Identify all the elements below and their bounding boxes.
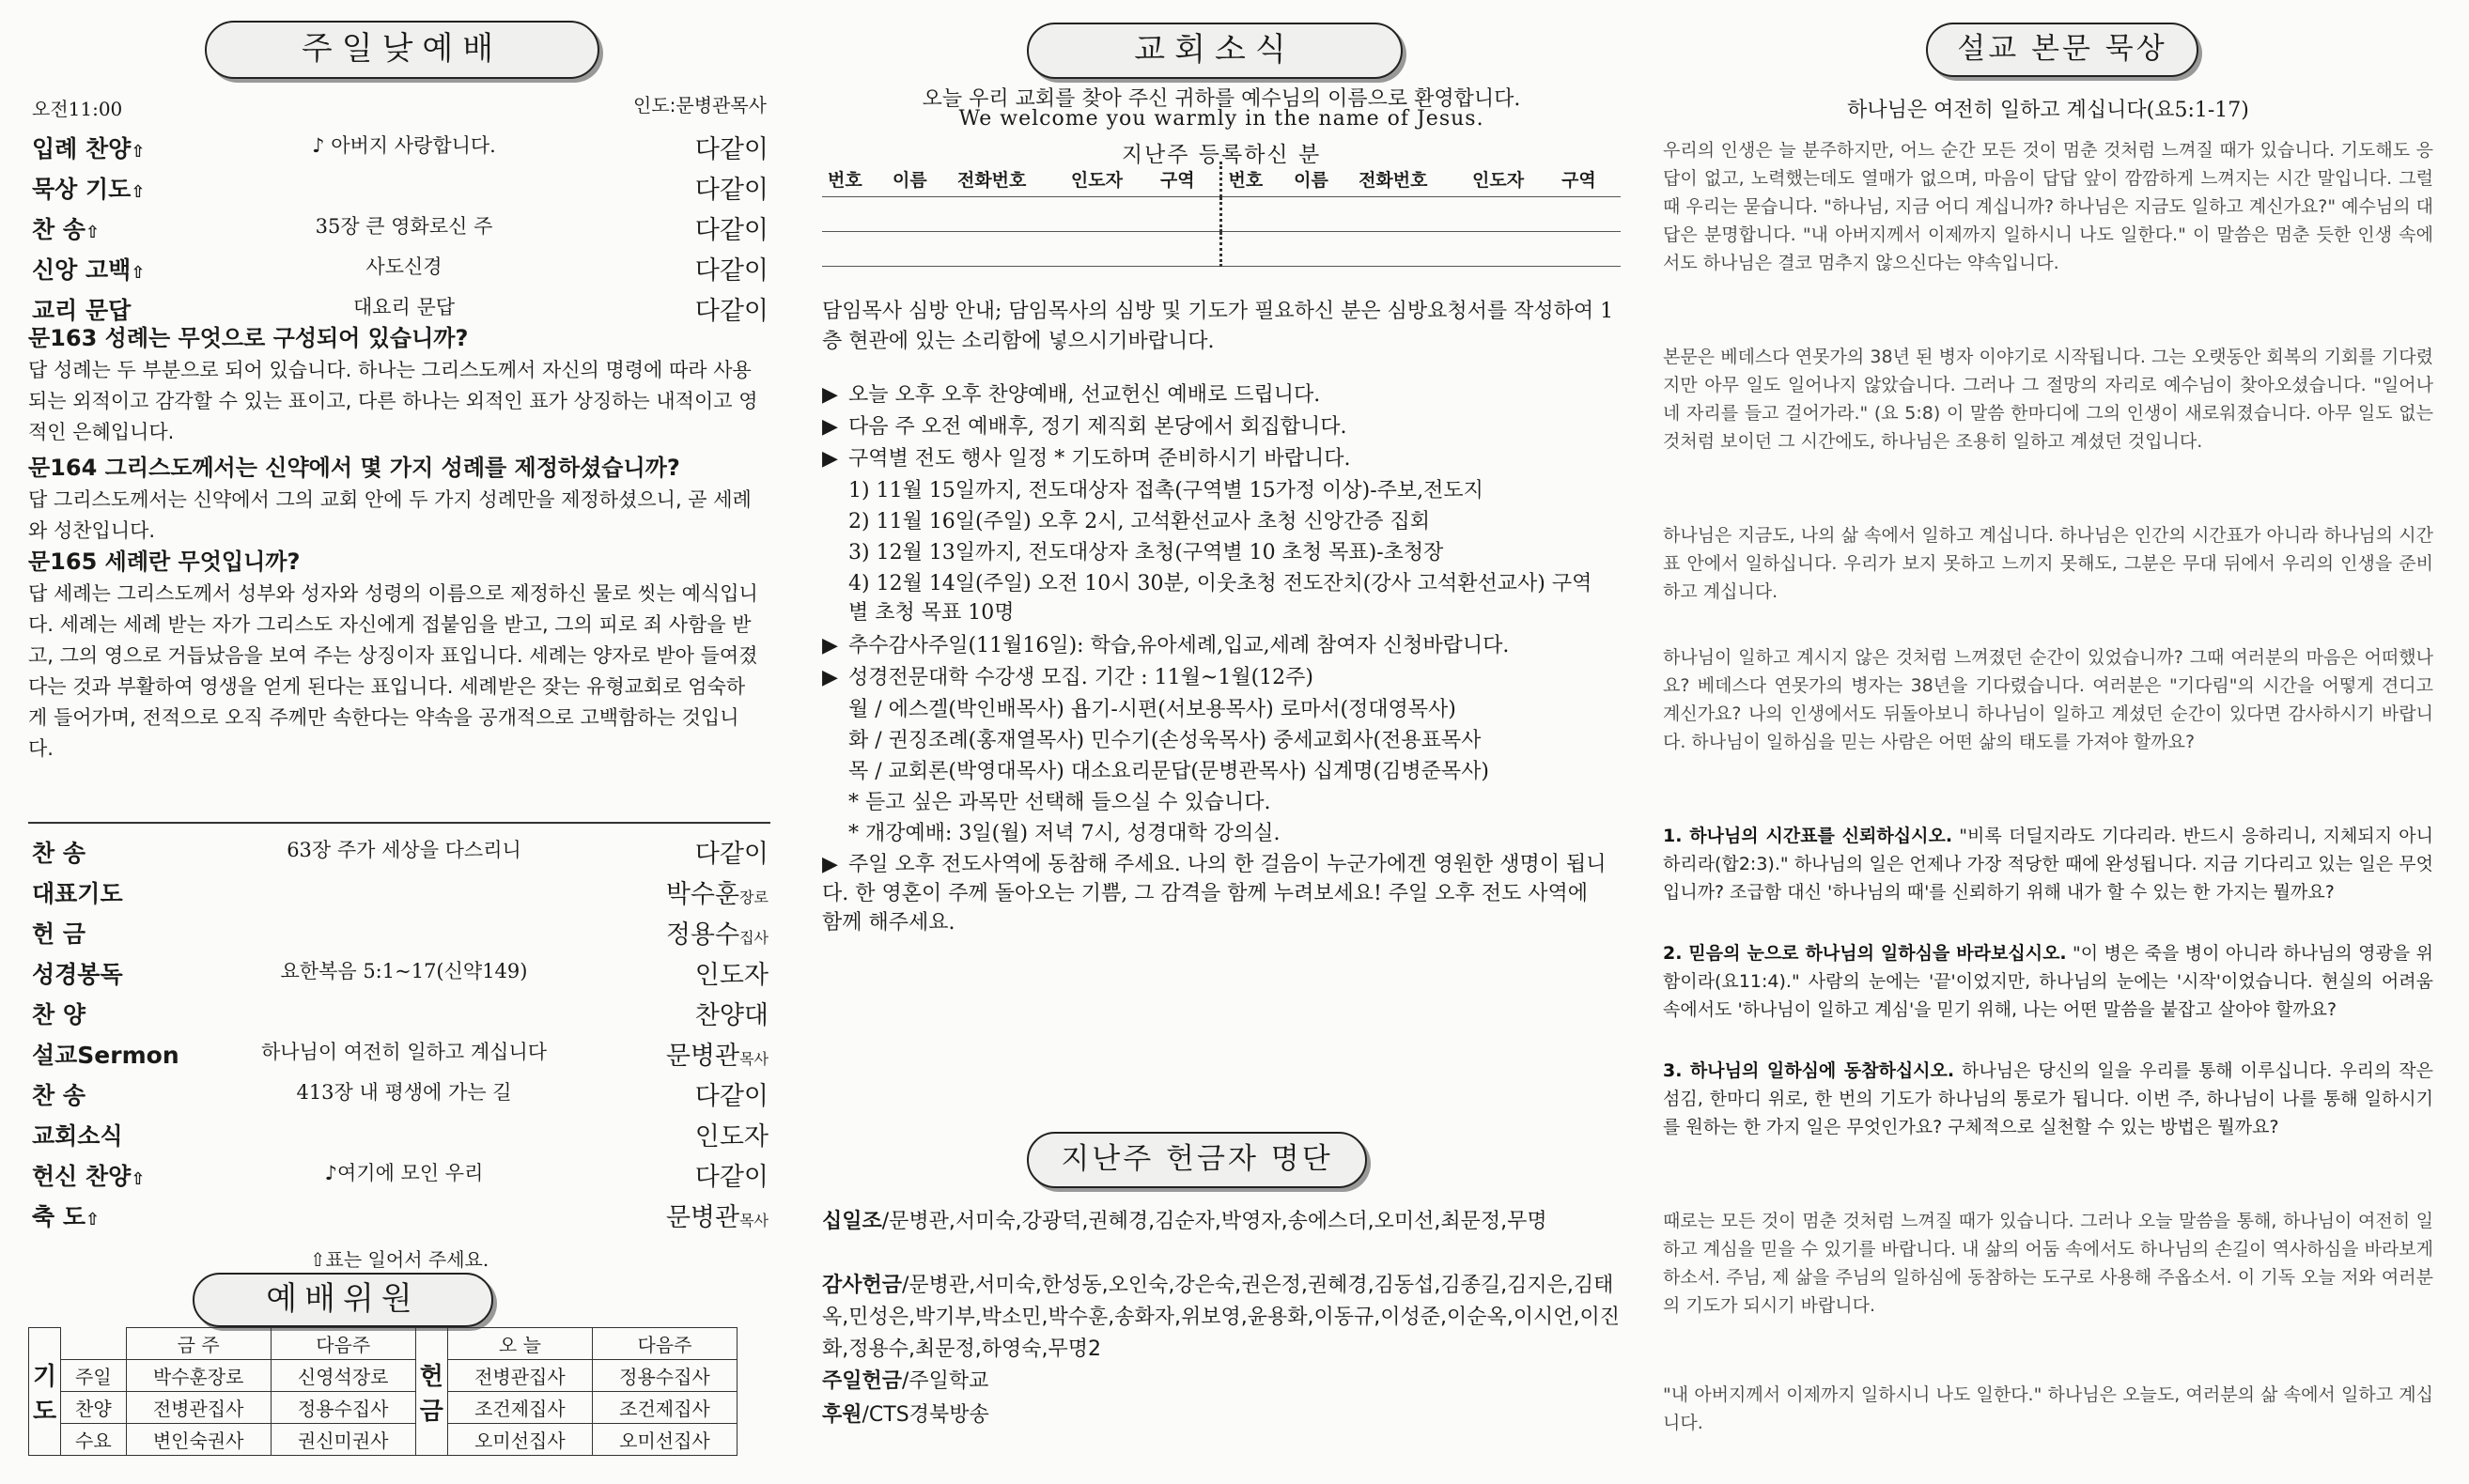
order-person: 문병관목사 <box>665 1203 769 1232</box>
registration-header: 번호 <box>1221 162 1288 196</box>
offering-names: /문병관,서미숙,강광덕,권혜경,김순자,박영자,송에스더,오미선,최문정,무명 <box>881 1210 1547 1233</box>
news-sub-item: 목 / 교회론(박영대목사) 대소요리문답(문병관목사) 십계명(김병준목사) <box>848 760 1489 783</box>
order-row <box>28 912 770 950</box>
meditation-point <box>1663 822 2433 906</box>
order-person: 인도자 <box>694 1122 769 1152</box>
order-row <box>28 952 770 990</box>
meditation-point <box>1663 1057 2433 1141</box>
stand-up-arrow-icon: ⇧ <box>131 142 146 162</box>
order-row <box>28 872 770 909</box>
worship-order-column <box>28 0 770 1484</box>
table-row: 주일 박수훈장로 신영석장로 전병관집사 정용수집사 <box>29 1360 738 1392</box>
registration-header: 인도자 <box>1065 162 1155 196</box>
order-person: 문병관목사 <box>665 1042 769 1071</box>
order-item: 요한복음 5:1~17(신약149) <box>280 960 528 982</box>
order-person: 다같이 <box>694 135 769 164</box>
order-person: 찬양대 <box>694 1001 769 1030</box>
stand-up-arrow-icon: ⇧ <box>131 182 146 202</box>
order-person: 정용수집사 <box>665 920 769 950</box>
stand-note: ⇧표는 일어서 주세요. <box>309 1248 489 1271</box>
order-label: 헌신 찬양⇧ <box>32 1163 146 1190</box>
staff-header-today: 오 늘 <box>447 1328 592 1360</box>
staff-header-next-week-2: 다음주 <box>592 1328 737 1360</box>
staff-header-next-week: 다음주 <box>271 1328 415 1360</box>
meditation-paragraph-4: 하나님이 일하고 계시지 않은 것처럼 느껴졌던 순간이 있었습니까? 그때 여러분의 마음은 어떠했나요? 베데스다 연못가의 병자는 38년을 기다렸습니다. 여러분은 "기다림"의 시간을 어떻게 견디고 계신가요? 나의 인생에서도 뒤돌아보니 하나님이 일하고 계셨던 순간이 있다면 감사하시기 바랍니다. 하나님이 일하심을 믿는 사람은 어떤 삶의 태도를 가져야 할까요? <box>1663 647 2433 752</box>
order-row <box>28 993 770 1030</box>
order-row <box>28 1033 770 1071</box>
offering-category <box>822 1270 1621 1366</box>
news-item: ▶ 추수감사주일(11월16일): 학습,유아세례,입교,세례 참여자 신청바랍니다. <box>822 631 1621 660</box>
order-item: ♪여기에 모인 우리 <box>324 1162 484 1184</box>
table-row: 수요 변인숙권사 권신미권사 오미선집사 오미선집사 <box>29 1424 738 1456</box>
welcome-korean: 오늘 우리 교회를 찾아 주신 귀하를 예수님의 이름으로 환영합니다. <box>922 87 1521 111</box>
order-label: 대표기도 <box>32 880 123 907</box>
catechism-answer: 답 성례는 두 부분으로 되어 있습니다. 하나는 그리스도께서 자신의 명령에 따라 사용되는 외적이고 감각할 수 있는 표이고, 다른 하나는 외적인 표가 상징하는 내적이고 영적인 은혜입니다. <box>28 359 758 443</box>
order-person: 인도자 <box>694 961 769 990</box>
sermon-meditation-column <box>1663 0 2433 1484</box>
catechism-answer: 답 세례는 그리스도께서 성부와 성자와 성령의 이름으로 제정하신 물로 씻는 예식입니다. 세례는 세례 받는 자가 그리스도 자신에게 접붙임을 받고, 그의 피로 죄 사함을 받고, 그의 영으로 거듭났음을 보여 주는 상징이자 표입니다. 세례는 양자로 받아 들여졌다는 것과 부활하여 영생을 얻게 된다는 표입니다. 세례받은 잦는 유형교회로 엄숙하게 들어가며, 전적으로 오직 주께만 속한다는 약속을 공개적으로 고백함하는 것입니다. <box>28 582 758 760</box>
registration-header: 인도자 <box>1467 162 1556 196</box>
staff-title: 예배위원 <box>193 1273 493 1327</box>
meditation-point <box>1663 939 2433 1024</box>
order-label: 신앙 고백⇧ <box>32 256 146 284</box>
triangle-bullet-icon: ▶ <box>822 415 838 439</box>
prayer-side-label: 기도 <box>29 1328 61 1456</box>
order-label: 교리 문답 <box>32 297 132 324</box>
order-label: 입례 찬양⇧ <box>32 135 146 162</box>
news-sub-item: 1) 11월 15일까지, 전도대상자 접촉(구역별 15가정 이상)-주보,전도지 <box>848 479 1483 502</box>
table-row <box>822 196 1621 231</box>
service-leader: 인도:문병관목사 <box>633 94 767 116</box>
divider <box>28 822 770 824</box>
offering-title: 지난주 헌금자 명단 <box>1027 1132 1367 1188</box>
order-person: 다같이 <box>694 176 769 205</box>
table-row <box>822 231 1621 266</box>
order-row <box>28 248 770 286</box>
order-person: 다같이 <box>694 256 769 286</box>
meditation-point-body: "이 병은 죽을 병이 아니라 하나님의 영광을 위함이라(요11:4)." 사람의 눈에는 '끝'이었지만, 하나님의 눈에는 '시작'이었습니다. 현실의 어려움 속에서도 '하나님이 일하고 계심'을 믿기 위해, 나는 어떤 말씀을 붙잡고 살아야 할까요? <box>1663 943 2433 1020</box>
meditation-point-heading: 1. 하나님의 시간표를 신뢰하십시오. <box>1663 826 1953 846</box>
news-item: ▶ 주일 오후 전도사역에 동참해 주세요. 나의 한 걸음이 누군가에겐 영원한 생명이 됩니다. 한 영혼이 주께 돌아오는 기쁨, 그 감격을 함께 누려보세요! 주일 오후 전도 사역에 함께 해주세요. <box>822 850 1611 937</box>
order-item: 하나님이 여전히 일하고 계십니다 <box>260 1041 548 1063</box>
catechism-question: 문165 세례란 무엇입니까? <box>28 549 301 575</box>
service-time: 오전11:00 <box>32 98 123 120</box>
order-item: 대요리 문답 <box>352 296 456 318</box>
order-person: 다같이 <box>694 1163 769 1192</box>
offering-category <box>822 1206 1621 1238</box>
order-label: 헌 금 <box>32 920 86 948</box>
stand-up-arrow-icon: ⇧ <box>131 1169 146 1189</box>
news-title: 교회소식 <box>1027 23 1403 79</box>
news-sub-item: 화 / 권징조례(홍재열목사) 민수기(손성욱목사) 중세교회사(전용표목사 <box>848 729 1482 752</box>
order-row <box>28 1154 770 1192</box>
order-row <box>28 127 770 164</box>
order-item: 35장 큰 영화로신 주 <box>315 215 493 238</box>
order-row <box>28 831 770 869</box>
triangle-bullet-icon: ▶ <box>822 666 838 689</box>
news-sub-item: * 개강예배: 3일(월) 저녁 7시, 성경대학 강의실. <box>848 822 1281 845</box>
registration-header: 이름 <box>1288 162 1353 196</box>
order-label: 찬 송⇧ <box>32 216 101 243</box>
offering-category <box>822 1399 1621 1431</box>
offering-category-label: 주일헌금 <box>822 1369 903 1393</box>
offering-category <box>822 1366 1621 1398</box>
staff-header-this-week: 금 주 <box>126 1328 271 1360</box>
meditation-subtitle: 하나님은 여전히 일하고 계십니다(요5:1-17) <box>1847 99 2249 122</box>
registration-header: 전화번호 <box>952 162 1065 196</box>
offering-category-label: 십일조 <box>822 1210 882 1233</box>
order-row <box>28 167 770 205</box>
meditation-paragraph-6: "내 아버지께서 이제까지 일하시니 나도 일한다." 하나님은 오늘도, 여러분의 삶 속에서 일하고 계십니다. <box>1663 1384 2433 1433</box>
news-item: ▶ 구역별 전도 행사 일정 * 기도하며 준비하시기 바랍니다. <box>822 444 1621 473</box>
catechism-question: 문164 그리스도께서는 신약에서 몇 가지 성례를 제정하셨습니까? <box>28 455 680 481</box>
offering-category-label: 감사헌금 <box>822 1274 903 1297</box>
triangle-bullet-icon: ▶ <box>822 853 838 876</box>
order-label: 찬 양 <box>32 1001 86 1028</box>
news-sub-item: * 듣고 싶은 과목만 선택해 들으실 수 있습니다. <box>848 791 1271 814</box>
order-label: 묵상 기도⇧ <box>32 176 146 203</box>
news-sub-item: 2) 11월 16일(주일) 오후 2시, 고석환선교사 초청 신앙간증 집회 <box>848 510 1430 533</box>
table-row: 찬양 전병관집사 정용수집사 조건제집사 조건제집사 <box>29 1392 738 1424</box>
offering-names: /문병관,서미숙,한성동,오인숙,강은숙,권은정,권혜경,김동섭,김종길,김지은,김태옥,민성은,박기부,박소민,박수훈,송화자,위보영,윤용화,이동규,이성준,이순옥,이시언,이진화,정용수,최문정,하영숙,무명2 <box>822 1274 1620 1361</box>
catechism-answer: 답 그리스도께서는 신약에서 그의 교회 안에 두 가지 성례만을 제정하셨으니, 곧 세례와 성찬입니다. <box>28 488 752 542</box>
meditation-point-body: "비록 더딜지라도 기다리라. 반드시 응하리니, 지체되지 아니하리라(합2:3)." 하나님의 일은 언제나 가장 적당한 때에 완성됩니다. 지금 기다리고 있는 일은 무엇입니까? 조급함 대신 '하나님의 때'를 신뢰하기 위해 내가 할 수 있는 한 가지는 뭘까요? <box>1663 826 2433 903</box>
offering-names: /CTS경북방송 <box>862 1403 989 1427</box>
order-row <box>28 208 770 245</box>
catechism-question: 문163 성례는 무엇으로 구성되어 있습니까? <box>28 325 469 351</box>
meditation-paragraph-5: 때로는 모든 것이 멈춘 것처럼 느껴질 때가 있습니다. 그러나 오늘 말씀을 통해, 하나님이 여전히 일하고 계심을 믿을 수 있기를 바랍니다. 내 삶의 어둠 속에서도 하나님의 손길이 역사하심을 바라보게 하소서. 주님, 제 삶을 주님의 일하심에 동참하는 도구로 사용해 주옵소서. 이 기독 오늘 저와 여러분의 기도가 되시기 바랍니다. <box>1663 1211 2433 1316</box>
meditation-point-heading: 2. 믿음의 눈으로 하나님의 일하심을 바라보십시오. <box>1663 943 2067 964</box>
order-label: 축 도⇧ <box>32 1203 101 1230</box>
order-row <box>28 1114 770 1152</box>
order-item: 63장 주가 세상을 다스리니 <box>287 839 521 861</box>
registration-title: 지난주 등록하신 분 <box>1121 143 1322 167</box>
registration-table <box>822 162 1621 267</box>
registration-header: 번호 <box>822 162 887 196</box>
meditation-point-heading: 3. 하나님의 일하심에 동참하십시오. <box>1663 1060 1955 1081</box>
news-item: ▶ 오늘 오후 오후 찬양예배, 선교헌신 예배로 드립니다. <box>822 380 1621 410</box>
order-person: 다같이 <box>694 840 769 869</box>
order-person: 다같이 <box>694 1082 769 1111</box>
staff-table <box>28 1327 738 1456</box>
meditation-title: 설교 본문 묵상 <box>1926 23 2198 77</box>
registration-header: 구역 <box>1155 162 1221 196</box>
worship-title: 주일낮예배 <box>205 21 599 79</box>
triangle-bullet-icon: ▶ <box>822 447 838 471</box>
order-label: 설교Sermon <box>32 1042 179 1069</box>
order-person: 다같이 <box>694 216 769 245</box>
church-news-column <box>822 0 1621 1484</box>
meditation-point-body: 하나님은 당신의 일을 우리를 통해 이루십니다. 우리의 작은 섬김, 한마디 위로, 한 번의 기도가 하나님의 통로가 됩니다. 이번 주, 하나님이 나를 통해 일하시기를 원하는 한 가지 일은 무엇인가요? 구체적으로 실천할 수 있는 방법은 뭘까요? <box>1663 1060 2433 1137</box>
triangle-bullet-icon: ▶ <box>822 383 838 407</box>
welcome-english: We welcome you warmly in the name of Jesus. <box>958 107 1484 131</box>
stand-up-arrow-icon: ⇧ <box>85 223 101 242</box>
stand-up-arrow-icon: ⇧ <box>85 1210 101 1229</box>
meditation-paragraph-1: 우리의 인생은 늘 분주하지만, 어느 순간 모든 것이 멈춘 것처럼 느껴질 때가 있습니다. 기도해도 응답이 없고, 노력했는데도 열매가 없으며, 마음이 답답 앞이 깜깜하게 느껴지는 시간 말입니다. 그럴 때 우리는 묻습니다. "하나님, 지금 어디 계십니까? 하나님은 지금도 일하고 계신가요?" 예수님의 대답은 분명합니다. "내 아버지께서 이제까지 일하시니 나도 일한다." 이 말씀은 멈춘 듯한 인생 속에서도 하나님은 결코 멈추지 않으신다는 약속입니다. <box>1663 140 2433 273</box>
stand-up-arrow-icon: ⇧ <box>131 263 146 283</box>
order-label: 성경봉독 <box>32 961 123 988</box>
news-item: ▶ 다음 주 오전 예배후, 정기 제직회 본당에서 회집합니다. <box>822 412 1621 441</box>
registration-header: 전화번호 <box>1353 162 1467 196</box>
order-row <box>28 1074 770 1111</box>
news-sub-item: 월 / 에스겔(박인배목사) 욥기-시편(서보용목사) 로마서(정대영목사) <box>848 698 1456 721</box>
order-item: 413장 내 평생에 가는 길 <box>296 1081 512 1104</box>
triangle-bullet-icon: ▶ <box>822 634 838 657</box>
order-item: 사도신경 <box>365 255 443 278</box>
registration-header: 이름 <box>887 162 952 196</box>
meditation-paragraph-2: 본문은 베데스다 연못가의 38년 된 병자 이야기로 시작됩니다. 그는 오랫동안 회복의 기회를 기다렸지만 아무 일도 일어나지 않았습니다. 그러나 그 절망의 자리로 예수님이 찾아오셨습니다. "일어나 네 자리를 들고 걸어가라." (요 5:8) 이 말씀 한마디에 그의 인생이 새로워졌습니다. 아무 일도 없는 것처럼 보이던 그 시간에도, 하나님은 조용히 일하고 계셨던 것입니다. <box>1663 347 2433 452</box>
meditation-paragraph-3: 하나님은 지금도, 나의 삶 속에서 일하고 계십니다. 하나님은 인간의 시간표가 아니라 하나님의 시간표 안에서 일하십니다. 우리가 보지 못하고 느끼지 못해도, 그분은 무대 뒤에서 우리의 인생을 준비하고 계십니다. <box>1663 525 2433 602</box>
registration-header: 구역 <box>1556 162 1621 196</box>
table-row <box>822 162 1621 196</box>
news-sub-item: 4) 12월 14일(주일) 오전 10시 30분, 이웃초청 전도잔치(강사 고석환선교사) 구역별 초청 목표 10명 <box>848 572 1592 625</box>
news-sub-item: 3) 12월 13일까지, 전도대상자 초청(구역별 10 초청 목표)-초청장 <box>848 541 1444 564</box>
order-label: 찬 송 <box>32 1082 86 1109</box>
order-person: 다같이 <box>694 297 769 326</box>
order-label: 찬 송 <box>32 840 86 867</box>
offering-side-label: 헌금 <box>415 1328 447 1456</box>
offering-category-label: 후원 <box>822 1403 862 1427</box>
news-item: ▶ 성경전문대학 수강생 모집. 기간 : 11월~1월(12주) <box>822 663 1621 692</box>
visit-notice: 담임목사 심방 안내; 담임목사의 심방 및 기도가 필요하신 분은 심방요청서를 작성하여 1층 현관에 있는 소리함에 넣으시기바랍니다. <box>822 300 1614 353</box>
offering-names: /주일학교 <box>902 1369 989 1393</box>
order-label: 교회소식 <box>32 1122 123 1150</box>
order-row <box>28 1195 770 1232</box>
order-person: 박수훈장로 <box>665 880 769 909</box>
order-item: ♪ 아버지 사랑합니다. <box>312 134 496 157</box>
